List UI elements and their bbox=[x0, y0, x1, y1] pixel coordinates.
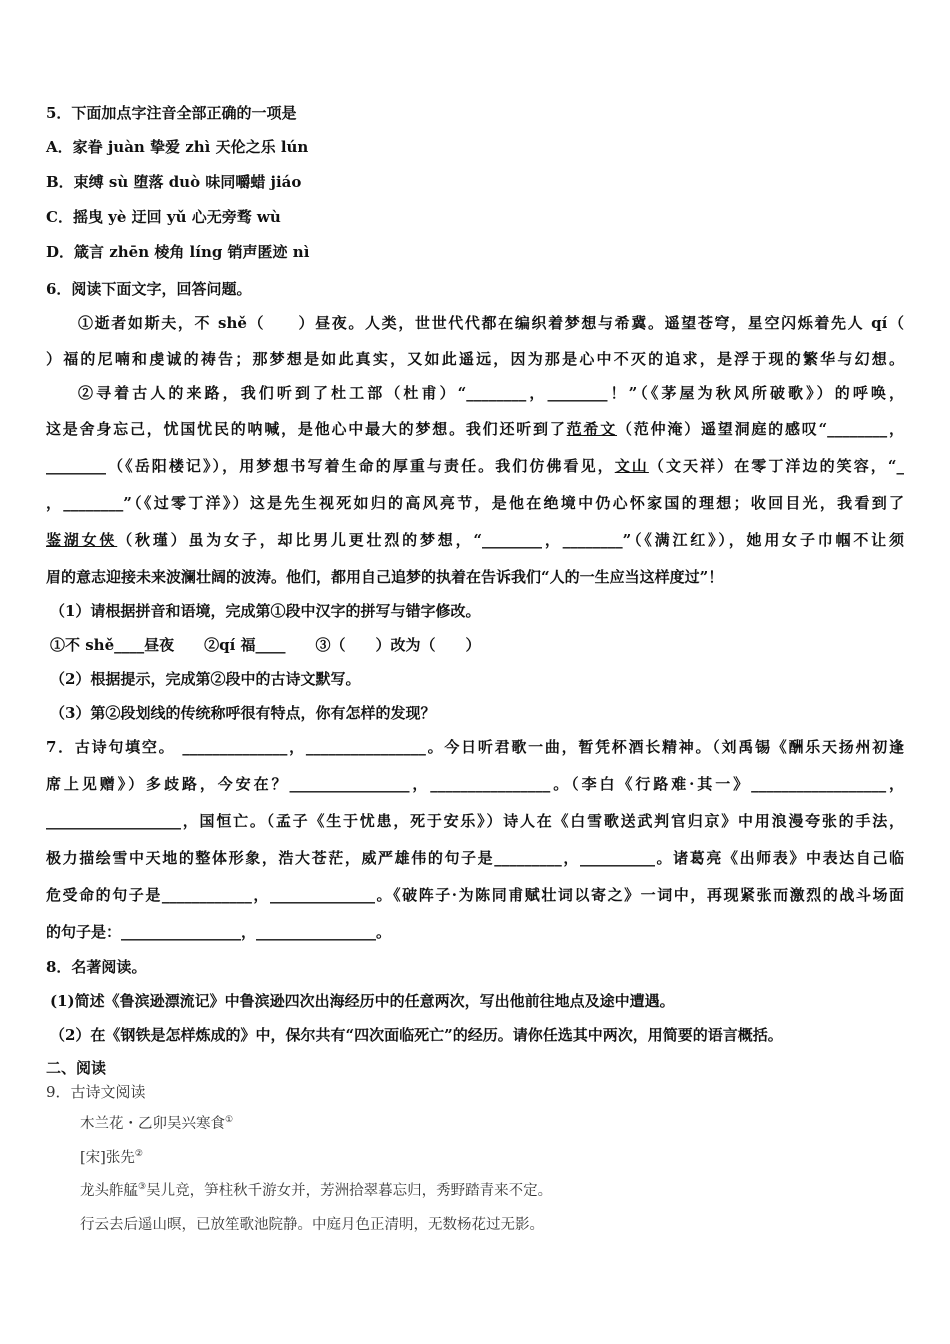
q5-option-d: D．箴言 zhēn 棱角 líng 销声匿迹 nì bbox=[46, 243, 310, 261]
q6-paragraph2-line6: 眉的意志迎接未来波澜壮阔的波涛。他们，都用自己追梦的执着在告诉我们“人的一生应当这样度过”！ bbox=[46, 568, 724, 586]
text-segment: ________（《岳阳楼记》），用梦想书写着生命的厚重与责任。我们仿佛看见， bbox=[46, 457, 615, 475]
q7-line1: 7．古诗句填空。 ______________，________________。今日听君歌一曲，暂凭杯酒长精神。（刘禹锡《酬乐天扬州初逢 bbox=[46, 738, 904, 756]
underlined-name-jianhu-nvxia: 鉴湖女侠 bbox=[46, 531, 118, 549]
text-segment: 吴儿竞，笋柱秋千游女并，芳洲拾翠暮忘归，秀野踏青来不定。 bbox=[146, 1183, 553, 1199]
q6-paragraph2-line2 bbox=[46, 419, 904, 439]
q6-sub1: （1）请根据拼音和语境，完成第①段中汉字的拼写与错字修改。 bbox=[50, 602, 481, 620]
underlined-name-wenshan: 文山 bbox=[614, 457, 649, 475]
q9-stem: 9．古诗文阅读 bbox=[46, 1083, 146, 1101]
footnote-marker: ② bbox=[134, 1149, 143, 1160]
q7-line5: 危受命的句子是____________，______________。《破阵子·为陈同甫赋壮词以寄之》一词中，再现紧张而激烈的战斗场面 bbox=[46, 886, 904, 904]
footnote-marker: ③ bbox=[138, 1182, 147, 1193]
q6-paragraph2-line1: ②寻着古人的来路，我们听到了杜工部（杜甫）“________，________！”（《茅屋为秋风所破歌》）的呼唤， bbox=[78, 384, 904, 402]
poem-line2: 行云去后遥山暝，已放笙歌池院静。中庭月色正清明，无数杨花过无影。 bbox=[80, 1217, 544, 1233]
q5-option-b: B．束缚 sù 堕落 duò 味同嚼蜡 jiáo bbox=[46, 173, 302, 191]
text-segment: 这是舍身忘己，忧国忧民的呐喊，是他心中最大的梦想。我们还听到了 bbox=[46, 420, 567, 438]
text-segment: （秋瑾）虽为女子，却比男儿更壮烈的梦想，“________，________”（《满江红》），她用女子巾帼不让须 bbox=[117, 531, 904, 549]
q6-paragraph2-line3 bbox=[46, 456, 904, 476]
poem-title bbox=[80, 1114, 233, 1134]
q6-sub1-items: ①不 shě____昼夜 ②qí 福____ ③（ ）改为（ ） bbox=[50, 636, 481, 654]
text-segment: （范仲淹）遥望洞庭的感叹“________， bbox=[617, 420, 904, 438]
q5-option-c: C．摇曳 yè 迂回 yǔ 心无旁骛 wù bbox=[46, 208, 281, 226]
poem-title-text: 木兰花・乙卯吴兴寒食 bbox=[80, 1116, 225, 1132]
q6-stem: 6．阅读下面文字，回答问题。 bbox=[46, 280, 252, 298]
q6-paragraph2-line4: ，________”（《过零丁洋》）这是先生视死如归的高风亮节，是他在绝境中仍心怀家国的理想；收回目光，我看到了 bbox=[46, 494, 904, 512]
q6-paragraph1-line1: ①逝者如斯夫，不 shě（ ）昼夜。人类，世世代代都在编织着梦想与希冀。遥望苍穹，星空闪烁着先人 qí（ bbox=[78, 314, 904, 332]
footnote-marker: ① bbox=[225, 1115, 234, 1126]
q8-stem: 8．名著阅读。 bbox=[46, 958, 147, 976]
q6-paragraph2-line5 bbox=[46, 530, 904, 550]
q5-option-a: A．家眷 juàn 挚爱 zhì 天伦之乐 lún bbox=[46, 138, 309, 156]
underlined-name-fan-xiwen: 范希文 bbox=[566, 420, 618, 438]
q7-line4: 极力描绘雪中天地的整体形象，浩大苍茫，威严雄伟的句子是_________，__________。诸葛亮《出师表》中表达自己临 bbox=[46, 849, 904, 867]
q7-line2: 席上见赠》）多歧路，今安在？________________，________________。（李白《行路难·其一》__________________， bbox=[46, 775, 904, 793]
text-segment: （文天祥）在零丁洋边的笑容，“_ bbox=[648, 457, 904, 475]
section-heading-reading: 二、阅读 bbox=[46, 1059, 107, 1077]
text-segment: 龙头舴艋 bbox=[80, 1183, 138, 1199]
q7-line3: __________________，国恒亡。（孟子《生于忧患，死于安乐》）诗人在《白雪歌送武判官归京》中用浪漫夸张的手法， bbox=[46, 812, 904, 830]
q6-sub3: （3）第②段划线的传统称呼很有特点，你有怎样的发现？ bbox=[50, 704, 436, 722]
poem-author bbox=[80, 1148, 143, 1168]
poem-author-text: [宋]张先 bbox=[80, 1150, 135, 1166]
poem-line1 bbox=[80, 1181, 552, 1201]
q5-stem: 5．下面加点字注音全部正确的一项是 bbox=[46, 104, 297, 122]
q8-sub2: （2）在《钢铁是怎样炼成的》中，保尔共有“四次面临死亡”的经历。请你任选其中两次，用简要的语言概括。 bbox=[50, 1026, 783, 1044]
q6-sub2: （2）根据提示，完成第②段中的古诗文默写。 bbox=[50, 670, 361, 688]
q6-paragraph1-line2: ）福的尼喃和虔诚的祷告；那梦想是如此真实，又如此遥远，因为那是心中不灭的追求，是浮于现的繁华与幻想。 bbox=[46, 350, 904, 368]
q8-sub1: (1)简述《鲁滨逊漂流记》中鲁滨逊四次出海经历中的任意两次，写出他前往地点及途中遭遇。 bbox=[50, 992, 675, 1010]
q7-line6: 的句子是：________________，________________。 bbox=[46, 923, 392, 941]
